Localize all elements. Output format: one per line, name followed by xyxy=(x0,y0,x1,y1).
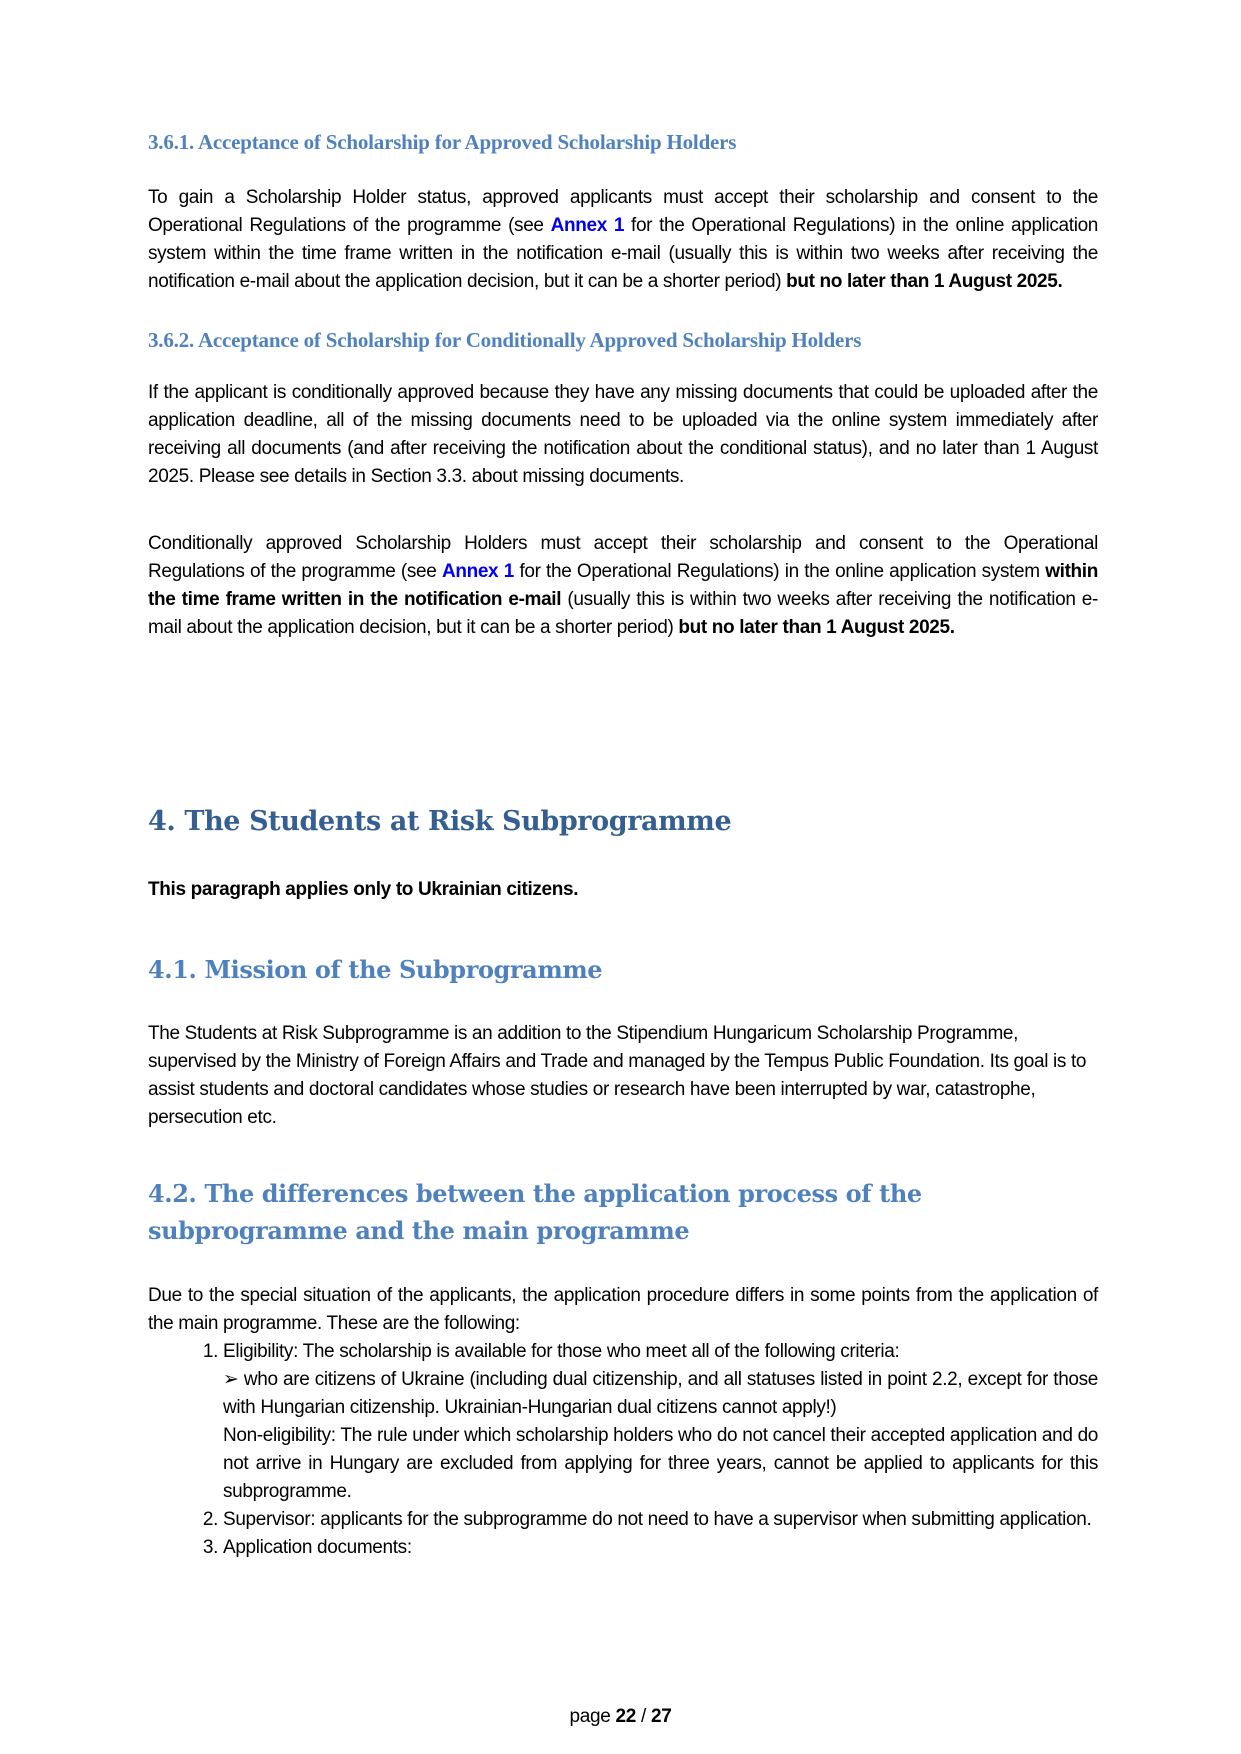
heading-3-6-2: 3.6.2. Acceptance of Scholarship for Conditionally Approved Scholarship Holders xyxy=(148,328,862,352)
note-ukrainian-citizens: This paragraph applies only to Ukrainian citizens. xyxy=(148,879,579,900)
arrow-bullet-icon: ➢ xyxy=(223,1369,239,1390)
differences-list xyxy=(148,1338,1098,1562)
heading-4-1: 4.1. Mission of the Subprogramme xyxy=(148,955,603,984)
heading-3-6-1: 3.6.1. Acceptance of Scholarship for Approved Scholarship Holders xyxy=(148,130,737,154)
sub-bullet: ➢ who are citizens of Ukraine (including dual citizenship, and all statuses listed in point 2.2, except for those with Hungarian citizenship. Ukrainian-Hungarian dual citizens cannot apply!) xyxy=(223,1369,1098,1418)
annex-1-link[interactable]: Annex 1 xyxy=(550,215,625,236)
current-page: 22 xyxy=(615,1706,637,1727)
list-item-eligibility: 1. Eligibility: The scholarship is available for those who meet all of the following criteria: ➢ who are citizens of Ukraine (including dual citizenship, and all statuses listed in point 2.2, except for those with Hungarian citizenship. Ukrainian-Hungarian dual citizens cannot apply!) Non-eligibility: The rule under which scholarship holders who do not cancel their accepted application and do not arrive in Hungary are excluded from applying for three years, cannot be applied to applicants for this subprogramme. xyxy=(223,1338,1098,1506)
paragraph-3-6-2-b: Conditionally approved Scholarship Holders must accept their scholarship and consent to the Operational Regulations of the programme (see Annex 1 for the Operational Regulations) in the online application system within the time frame written in the notification e-mail (usually this is within two weeks after receiving the notification e-mail about the application decision, but it can be a shorter period) but no later than 1 August 2025. xyxy=(148,533,1098,638)
heading-4-2: 4.2. The differences between the application process of the subprogramme and the main programme xyxy=(148,1179,922,1245)
list-item-supervisor: 2. Supervisor: applicants for the subprogramme do not need to have a supervisor when submitting application. xyxy=(223,1506,1098,1534)
paragraph-3-6-1: To gain a Scholarship Holder status, approved applicants must accept their scholarship and consent to the Operational Regulations of the programme (see Annex 1 for the Operational Regulations) in the online application system within the time frame written in the notification e-mail (usually this is within two weeks after receiving the notification e-mail about the application decision, but it can be a shorter period) but no later than 1 August 2025. xyxy=(148,187,1098,292)
list-item-application-documents: 3. Application documents: xyxy=(223,1534,1098,1562)
paragraph-4-1: The Students at Risk Subprogramme is an addition to the Stipendium Hungaricum Scholarship Programme, supervised by the Ministry of Foreign Affairs and Trade and managed by the Tempus Public Foundation. Its goal is to assist students and doctoral candidates whose studies or research have been interrupted by war, catastrophe, persecution etc. xyxy=(148,1023,1087,1128)
annex-1-link-2[interactable]: Annex 1 xyxy=(441,561,514,582)
heading-4: 4. The Students at Risk Subprogramme xyxy=(148,806,732,837)
total-pages: 27 xyxy=(650,1706,672,1727)
paragraph-4-2-intro: Due to the special situation of the applicants, the application procedure differs in some points from the application of the main programme. These are the following: xyxy=(148,1285,1098,1334)
page-footer: page 22 / 27 xyxy=(569,1706,672,1727)
paragraph-3-6-2-a: If the applicant is conditionally approved because they have any missing documents that could be uploaded after the application deadline, all of the missing documents need to be uploaded via the online system immediately after receiving all documents (and after receiving the notification about the conditional status), and no later than 1 August 2025. Please see details in Section 3.3. about missing documents. xyxy=(148,382,1098,487)
